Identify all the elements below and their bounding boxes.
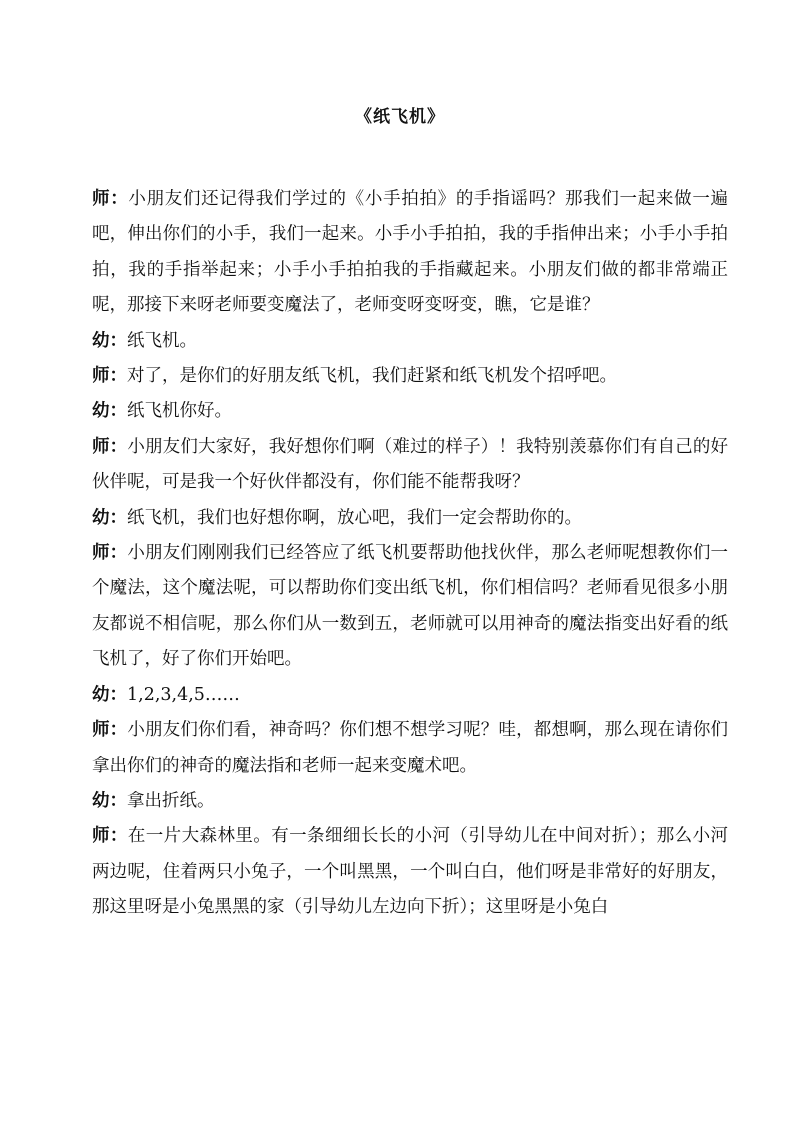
dialogue-paragraph xyxy=(92,182,728,324)
dialogue-paragraph xyxy=(92,819,728,925)
paragraph-text: 1,2,3,4,5…… xyxy=(127,684,240,705)
paragraph-text: 小朋友们刚刚我们已经答应了纸飞机要帮助他找伙伴，那么老师呢想教你们一个魔法，这个魔法呢，可以帮助你们变出纸飞机，你们相信吗？老师看见很多小朋友都说不相信呢，那么你们从一数到五，老师就可以用神奇的魔法指变出好看的纸飞机了，好了你们开始吧。 xyxy=(92,543,728,670)
paragraph-text: 小朋友们你们看，神奇吗？你们想不想学习呢？哇，都想啊，那么现在请你们拿出你们的神奇的魔法指和老师一起来变魔术吧。 xyxy=(92,720,728,776)
paragraph-text: 小朋友们大家好，我好想你们啊（难过的样子）！我特别羡慕你们有自己的好伙伴呢，可是我一个好伙伴都没有，你们能不能帮我呀？ xyxy=(92,436,728,493)
dialogue-paragraph xyxy=(92,784,728,819)
dialogue-paragraph xyxy=(92,430,728,501)
speaker-label: 师： xyxy=(92,543,128,564)
speaker-label: 师： xyxy=(92,189,129,209)
speaker-label: 幼： xyxy=(92,401,127,422)
paragraph-text: 在一片大森林里。有一条细细长长的小河（引导幼儿在中间对折）；那么小河两边呢，住着两只小兔子，一个叫黑黑，一个叫白白，他们呀是非常好的好朋友，那这里呀是小兔黑黑的家（引导幼儿左边向下折）；这里呀是小兔白 xyxy=(92,826,728,918)
speaker-label: 师： xyxy=(92,826,128,847)
dialogue-paragraph xyxy=(92,359,728,394)
speaker-label: 幼： xyxy=(92,684,127,705)
dialogue-paragraph xyxy=(92,536,728,678)
speaker-label: 幼： xyxy=(92,507,127,528)
paragraph-text: 纸飞机。 xyxy=(127,330,197,351)
dialogue-paragraph xyxy=(92,394,728,429)
dialogue-paragraph xyxy=(92,501,728,536)
paragraph-text: 小朋友们还记得我们学过的《小手拍拍》的手指谣吗？那我们一起来做一遍吧，伸出你们的小手，我们一起来。小手小手拍拍，我的手指伸出来；小手小手拍拍，我的手指举起来；小手小手拍拍我的手指藏起来。小朋友们做的都非常端正呢，那接下来呀老师要变魔法了，老师变呀变呀变，瞧，它是谁？ xyxy=(92,189,729,316)
paragraph-text: 纸飞机，我们也好想你啊，放心吧，我们一定会帮助你的。 xyxy=(127,507,582,528)
dialogue-body xyxy=(92,182,728,926)
speaker-label: 幼： xyxy=(92,790,127,811)
dialogue-paragraph xyxy=(92,678,728,713)
speaker-label: 师： xyxy=(92,366,127,387)
paragraph-text: 拿出折纸。 xyxy=(127,790,215,811)
speaker-label: 师： xyxy=(92,720,128,741)
dialogue-paragraph xyxy=(92,713,728,784)
dialogue-paragraph xyxy=(92,324,728,359)
speaker-label: 师： xyxy=(92,436,128,457)
paragraph-text: 对了，是你们的好朋友纸飞机，我们赶紧和纸飞机发个招呼吧。 xyxy=(127,366,617,387)
paragraph-text: 纸飞机你好。 xyxy=(127,401,232,422)
speaker-label: 幼： xyxy=(92,330,127,351)
document-title: 《纸飞机》 xyxy=(355,107,445,127)
